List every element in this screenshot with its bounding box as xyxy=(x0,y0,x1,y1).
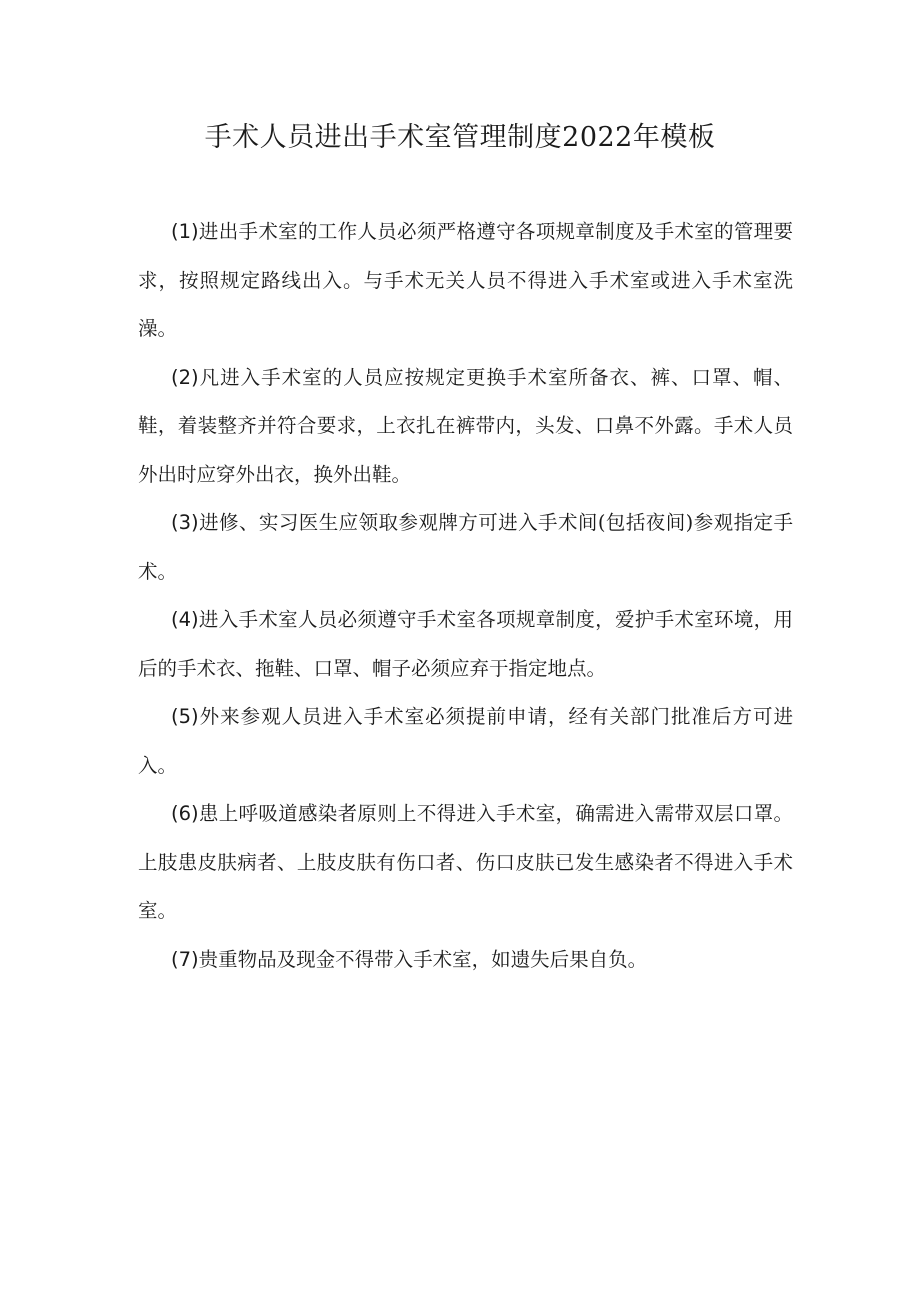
paragraph-number: (7) xyxy=(171,947,199,971)
paragraph-text: 进修、实习医生应领取参观牌方可进入手术间(包括夜间)参观指定手术。 xyxy=(138,511,793,583)
paragraph-number: (3) xyxy=(171,511,199,534)
paragraph-text: 贵重物品及现金不得带入手术室，如遗失后果自负。 xyxy=(198,947,648,971)
paragraph-5 xyxy=(138,693,793,790)
document-body xyxy=(138,208,793,984)
paragraph-number: (6) xyxy=(171,802,199,825)
paragraph-6 xyxy=(138,790,793,936)
paragraph-text: 外来参观人员进入手术室必须提前申请，经有关部门批准后方可进入。 xyxy=(138,705,793,777)
paragraph-text: 进入手术室人员必须遵守手术室各项规章制度，爱护手术室环境，用后的手术衣、拖鞋、口罩、帽子必须应弃于指定地点。 xyxy=(138,608,793,680)
paragraph-text: 进出手术室的工作人员必须严格遵守各项规章制度及手术室的管理要求，按照规定路线出入。与手术无关人员不得进入手术室或进入手术室洗澡。 xyxy=(138,220,793,340)
paragraph-7 xyxy=(138,936,793,985)
paragraph-text: 患上呼吸道感染者原则上不得进入手术室，确需进入需带双层口罩。上肢患皮肤病者、上肢皮肤有伤口者、伤口皮肤已发生感染者不得进入手术室。 xyxy=(138,802,793,922)
paragraph-number: (5) xyxy=(171,705,199,728)
paragraph-1 xyxy=(138,208,793,354)
paragraph-number: (4) xyxy=(171,608,199,631)
paragraph-4 xyxy=(138,596,793,693)
paragraph-2 xyxy=(138,354,793,500)
document-title: 手术人员进出手术室管理制度2022年模板 xyxy=(204,122,716,153)
paragraph-3 xyxy=(138,499,793,596)
paragraph-number: (1) xyxy=(171,220,199,243)
paragraph-number: (2) xyxy=(171,365,199,389)
paragraph-text: 凡进入手术室的人员应按规定更换手术室所备衣、裤、口罩、帽、鞋，着装整齐并符合要求，上衣扎在裤带内，头发、口鼻不外露。手术人员外出时应穿外出衣，换外出鞋。 xyxy=(138,365,793,486)
